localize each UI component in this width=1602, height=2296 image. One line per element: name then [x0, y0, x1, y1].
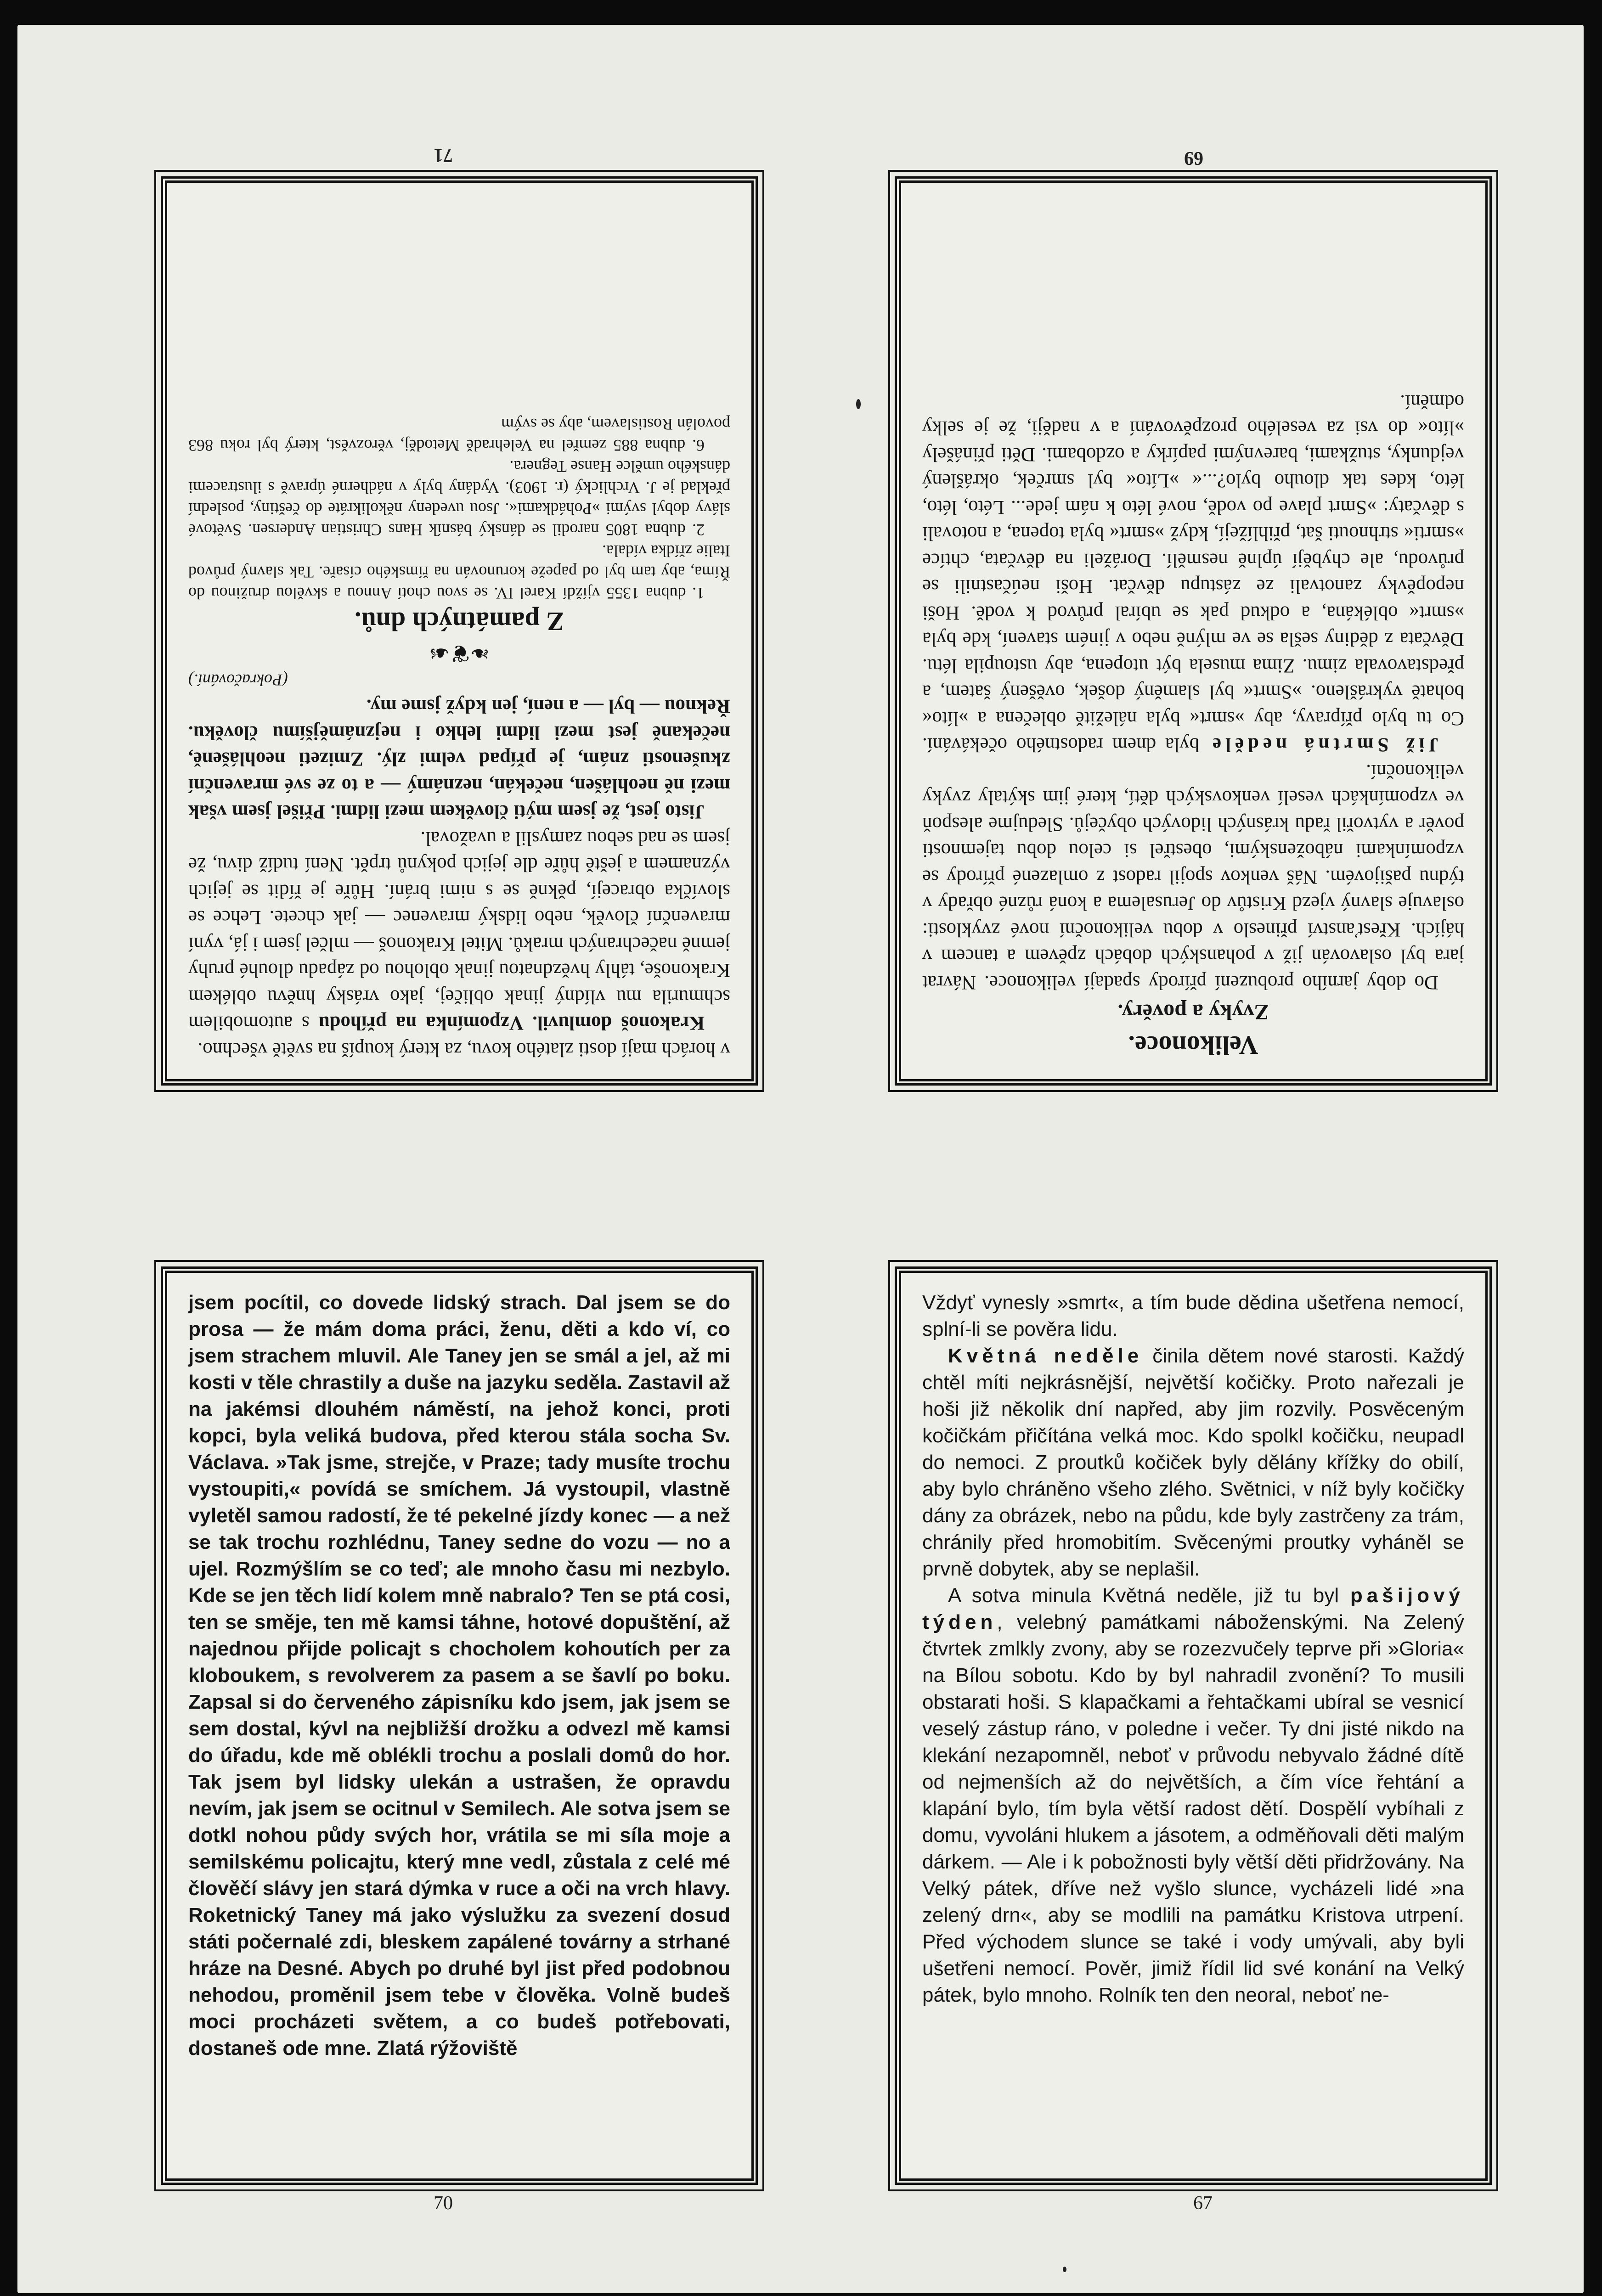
page-67-paragraph-1: Vždyť vynesly »smrt«, a tím bude dědina ušetřena nemocí, splní-li se pověra lidu. — [922, 1291, 1464, 1340]
page-71-paragraph-1-text: s automobilem schmurila mu vlídný jinak obličej, jako vrásky hněvu oblékem Krakonoše, táhly hvězdnatou jinak oblohou od západu dlouhé pruhy jemně načechraných mraků. Mitel Krakonoš — mlčel jsem i já, vyní mravenční člověk, nebo lidský mravenec — jak chcete. Lehce se slovíčka obracejí, pěkně se s nimi brání. Hůře je řídit se jejich významem a ještě hůře dle jejich pokynů trpět. Není tudíž divu, že jsem se nad sebou zamyslil a uvažoval. — [188, 827, 730, 1034]
page-67-paragraph-2-text: činila dětem nové starosti. Každý chtěl míti nejkrásnější, největší kočičky. Proto nařezali je hoši již několik dní napřed, aby jim rozvily. Posvěceným kočičkám přičítána velká moc. Kdo spolkl kočičku, neupadl do nemoci. Z proutků kočiček byly dělány křížky do obilí, aby bylo chráněno všeho zlého. Světnici, v níž byly kočičky dány za obrázek, nebo na půdu, kde byly zastrčeny za trám, chránily před hromobitím. Svěcenými proutky vyháněl se prvně dobytek, aby se neplašil. — [922, 1345, 1464, 1580]
scan-speck — [856, 399, 861, 409]
page-69-paragraph-1: Do doby jarního probuzení přírody spadají velikonoce. Návrat jara byl oslavován již v pohanských dobách zpěvem a tancem v hájích. Křesťanství přineslo v dobu velikonoční nové zvyklosti: oslavuje slavný vjezd Kristův do Jerusalema a koná různé obřady v týdnu pašijovém. Náš venkov spojil radost z omlazené přírody se vzpomínkami náboženskými, obestřel si celou dobu tajemnosti pověr a vytvořil řadu krásných lidových obyčejů. Sledujme alespoň ve vzpomínkách veselí venkovských dětí, které jim skýtaly zvyky velikonoční. — [922, 760, 1464, 993]
page-67-paragraph-2 — [922, 1343, 1464, 1582]
page-70-frame — [161, 1266, 758, 2185]
page-70-text-block — [188, 1289, 730, 2062]
page-69-frame — [895, 176, 1492, 1086]
scan-speck — [1063, 2267, 1066, 2272]
page-number-70: 70 — [434, 2193, 453, 2214]
page-70-content — [188, 1289, 730, 2162]
page-69-content — [922, 199, 1464, 1063]
page-71-paragraph-2: Jisto jest, že jsem mýti člověkem mezi lidmi. Přišel jsem však mezi ně neohlášen, nečekán, neznámý — a to ze své mravenční zkušenosti znám, je případ velmi zlý. Zmizeti neohlášeně, nečekaně jest mezi lidmi lehko i nejznámějšímu člověku. Řeknou — byl — a není, jen když jsme my. — [188, 695, 730, 823]
page-71-frame — [161, 176, 758, 1086]
page-71-content — [188, 199, 730, 1063]
page-69-paragraph-2 — [922, 388, 1464, 758]
page-67-spaced-term-1: Květná neděle — [948, 1345, 1143, 1367]
page-69-subheading: Zvyky a pověry. — [1117, 1000, 1269, 1024]
page-number-71: 71 — [434, 145, 453, 166]
page-69-spaced-term: Již Smrtná neděle — [1208, 734, 1438, 756]
page-67-frame — [895, 1266, 1492, 2185]
page-71-ornament: ❧❦☙ — [429, 640, 490, 666]
page-69-heading: Velikonoce. — [1128, 1030, 1258, 1060]
page-71-paragraph-0: v horách mají dosti zlatého kovu, za který koupíš na světě všechno. — [197, 1039, 730, 1060]
page-67-spaced-term-2: pašijový týden — [922, 1584, 1464, 1633]
page-71-continued-note: (Pokračování.) — [188, 671, 288, 689]
page-number-69: 69 — [1184, 147, 1203, 169]
page-67-content — [922, 1289, 1464, 2162]
page-71-item-2: 2. dubna 1805 narodil se dánský básník Hans Christian Andersen. Světové slávy dobyl svými »Pohádkami«. Jsou uvedeny několikráte do češtiny, poslední překlad je J. Vrchlický (r. 1903). Vydány byly v nádherné úpravě s ilustracemi dánského umělce Hanse Tegnera. — [188, 457, 730, 540]
page-number-67: 67 — [1193, 2193, 1213, 2214]
page-70-paragraph: jsem pocítil, co dovede lidský strach. Dal jsem se do prosa — že mám doma práci, ženu, děti a kdo ví, co jsem strachem mluvil. Ale Taney jen se smál a jel, až mi kosti v těle chrastily a duše na jazyku seděla. Zastavil až na jakémsi dlouhém náměstí, na jehož konci, proti kopci, byla veliká budova, před kterou stála socha Sv. Václava. »Tak jsme, strejče, v Praze; tady musíte trochu vystoupiti,« povídá se smíchem. Já vystoupil, vlastně vyletěl samou radostí, že té pekelné jízdy konec — a než se tak trochu rozhlédnu, Taney sedne do vozu — no a ujel. Rozmýšlím se co teď; ale mnoho času mi nezbylo. Kde se jen těch lidí kolem mně nabralo? Ten se ptá cosi, ten se směje, ten mě kamsi táhne, hotové dopuštění, až najednou přijde policajt s chocholem kohoutích per za kloboukem, s revolverem za pasem a se šavlí po boku. Zapsal si do červeného zápisníku kdo jsem, jak jsem se sem dostal, kývl na nejbližší drožku a odvezl mě kamsi do úřadu, kde mě oblékli trochu a poslali domů do hor. Tak jsem byl lidsky ulekán a ustrašen, že opravdu nevím, jak jsem se ocitnul v Semilech. Ale sotva jsem se dotkl nohou půdy svých hor, vrátila se mi síla moje a semilskému policajtu, který mne vedl, zůstala z celé mé člověčí slávy jen stará dýmka v ruce a oči na vrch hlavy. Roketnický Taney má jako výslužku za svezení dosud státi počernalé zdi, bleskem zapálené továrny a strhané hráze na Desné. Abych po druhé byl jist před podobnou nehodou, proměnil jsem tebe v člověka. Volně budeš moci procházeti světem, a co budeš potřebovati, dostaneš ode mne. Zlatá rýžoviště — [188, 1291, 730, 2060]
page-71-paragraph-1 — [188, 825, 730, 1036]
page-69-paragraph-2-text: byla dnem radostného očekávání. Co tu bylo přípravy, aby »smrt« byla náležitě oblečena a »líto« bohatě vykrášleno. »Smrt« byl slaměný došek, ověšený šatem, a představovala zimu. Zima musela být utopena, aby ustoupila létu. Děvčata z dědiny sešla se ve mlýně nebo v jiném stavení, kde byla »smrt« oblékána, a odkud pak se ubíral průvod k vodě. Hoši nepopěvky zanotvali ze zástupu děvčat. Hoši neúčastnili se průvodu, ale chybějí úplně nesmělí. Doráželi na děvčata, chtíce »smrti« strhnouti šat, přihlížejí, když »smrt« byla topena, a notovali s děvčaty: »Smrt plave po vodě, nové léto k nám jede... Léto, léto, léto, kdes tak dlouho bylo?...« »Líto« byl smrček, okrášlený vejdunky, stužkami, barevnými papírky a ozdobami. Děti přinášely »líto« do vsi za veselého prozpěvování a v naději, že je selky odmění. — [922, 391, 1464, 756]
page-71-item-3: 6. dubna 885 zemřel na Velehradě Metoděj, věrozvěst, který byl roku 863 povolán Rostislavem, aby se svým — [188, 415, 730, 455]
page-67-text-block — [922, 1289, 1464, 2009]
page-67-paragraph-3-text: , velebný památkami náboženskými. Na Zelený čtvrtek zmlkly zvony, aby se rozezvučely teprve při »Gloria« na Bílou sobotu. Kdo by byl nahradil zvonění? To musili obstarati hoši. S klapačkami a řehtačkami ubíral se vesnicí veselý zástup ráno, v poledne i večer. Ty dni jisté nikdo na klekání nezapomněl, neboť v průvodu nebyvalo žádné dítě od nejmenších až do největších, a čím více řehtání a klapání bylo, tím byla větší radost dětí. Dospělí vybíhali z domu, vyvoláni hlukem a jásotem, a odměňovali děti malým dárkem. — Ale i k pobožnosti byly větší děti přidržovány. Na Velký pátek, dříve než vyšlo slunce, vycházeli lidé »na zelený drn«, aby se modlili na památku Kristova utrpení. Před východem slunce se také i vody umývali, aby byli ušetřeni nemocí. Pověr, jimiž řídil lid své konání na Velký pátek, bylo mnoho. Rolník ten den neoral, neboť ne- — [922, 1611, 1464, 2006]
scanned-sheet — [17, 25, 1584, 2293]
page-71-heading: Z památných dnů. — [354, 607, 564, 637]
page-67-paragraph-3-start: A sotva minula Květná neděle, již tu byl — [948, 1584, 1350, 1607]
page-67-paragraph-3 — [922, 1582, 1464, 2009]
page-71-item-1: 1. dubna 1355 vjíždí Karel IV. se svou chotí Annou a skvělou družinou do Říma, aby tam byl od papeže korunován na římského císaře. Tak slavný průvod Italie zřídka vídala. — [188, 542, 730, 603]
page-71-bold-start: Krakonoš domluvil. Vzpomínka na příhodu — [318, 1012, 705, 1034]
